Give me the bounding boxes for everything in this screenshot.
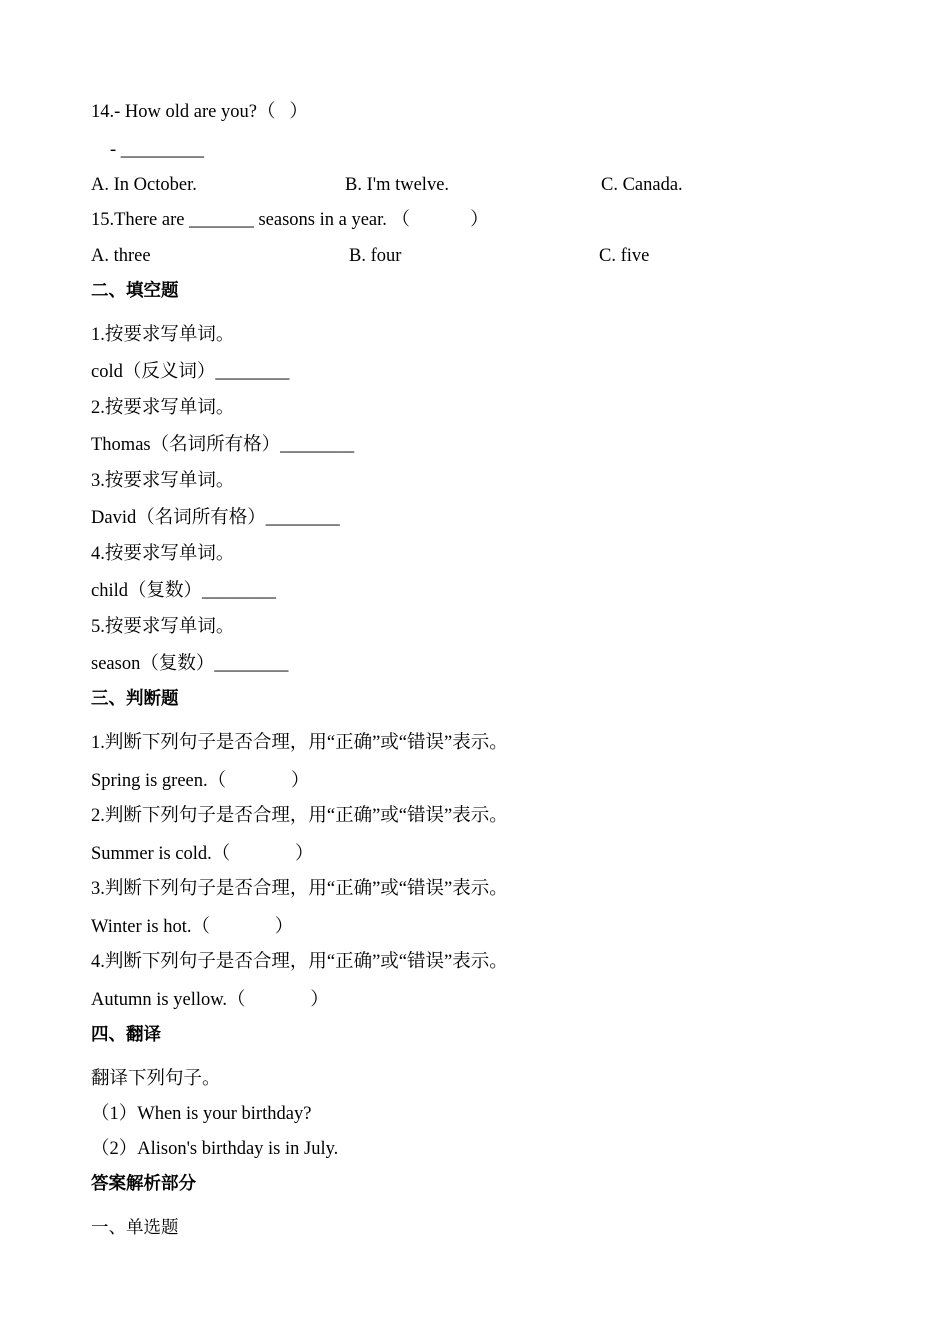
section2-title: 二、填空题 — [91, 281, 179, 301]
s2-item2-prompt: Thomas（名词所有格）________ — [91, 435, 355, 455]
s3-item4-prompt: Autumn is yellow.（ ） — [91, 990, 329, 1010]
s4-instruction: 翻译下列句子。 — [91, 1069, 221, 1089]
q15-option-c: C. five — [599, 246, 650, 266]
q14-answer-line: - _________ — [110, 140, 205, 160]
s3-item2-prompt: Summer is cold.（ ） — [91, 844, 314, 864]
answers-title: 答案解析部分 — [91, 1174, 196, 1194]
q14-option-b: B. I'm twelve. — [345, 175, 450, 195]
s2-item4-prompt: child（复数）________ — [91, 581, 276, 601]
q15-question: 15.There are _______ seasons in a year. （ ） — [91, 210, 489, 230]
s2-item5-instruction: 5.按要求写单词。 — [91, 617, 235, 637]
section3-title: 三、判断题 — [91, 689, 179, 709]
s4-item2: （2）Alison's birthday is in July. — [91, 1139, 339, 1159]
q15-option-b: B. four — [349, 246, 402, 266]
s2-item4-instruction: 4.按要求写单词。 — [91, 544, 235, 564]
q15-option-a: A. three — [91, 246, 151, 266]
section4-title: 四、翻译 — [91, 1025, 161, 1045]
s2-item1-prompt: cold（反义词）________ — [91, 362, 290, 382]
s3-item2-instruction: 2.判断下列句子是否合理，用“正确”或“错误”表示。 — [91, 806, 508, 826]
s3-item1-instruction: 1.判断下列句子是否合理，用“正确”或“错误”表示。 — [91, 733, 508, 753]
answers-subtitle: 一、单选题 — [91, 1218, 179, 1238]
q14-question: 14.- How old are you?（ ） — [91, 102, 308, 122]
s2-item3-instruction: 3.按要求写单词。 — [91, 471, 235, 491]
s3-item4-instruction: 4.判断下列句子是否合理，用“正确”或“错误”表示。 — [91, 952, 508, 972]
q14-option-a: A. In October. — [91, 175, 197, 195]
s3-item3-instruction: 3.判断下列句子是否合理，用“正确”或“错误”表示。 — [91, 879, 508, 899]
s2-item5-prompt: season（复数）________ — [91, 654, 289, 674]
s2-item2-instruction: 2.按要求写单词。 — [91, 398, 235, 418]
s4-item1: （1）When is your birthday? — [91, 1104, 312, 1124]
s3-item3-prompt: Winter is hot.（ ） — [91, 917, 294, 937]
s2-item3-prompt: David（名词所有格）________ — [91, 508, 340, 528]
s3-item1-prompt: Spring is green.（ ） — [91, 771, 310, 791]
s2-item1-instruction: 1.按要求写单词。 — [91, 325, 235, 345]
q14-option-c: C. Canada. — [601, 175, 683, 195]
